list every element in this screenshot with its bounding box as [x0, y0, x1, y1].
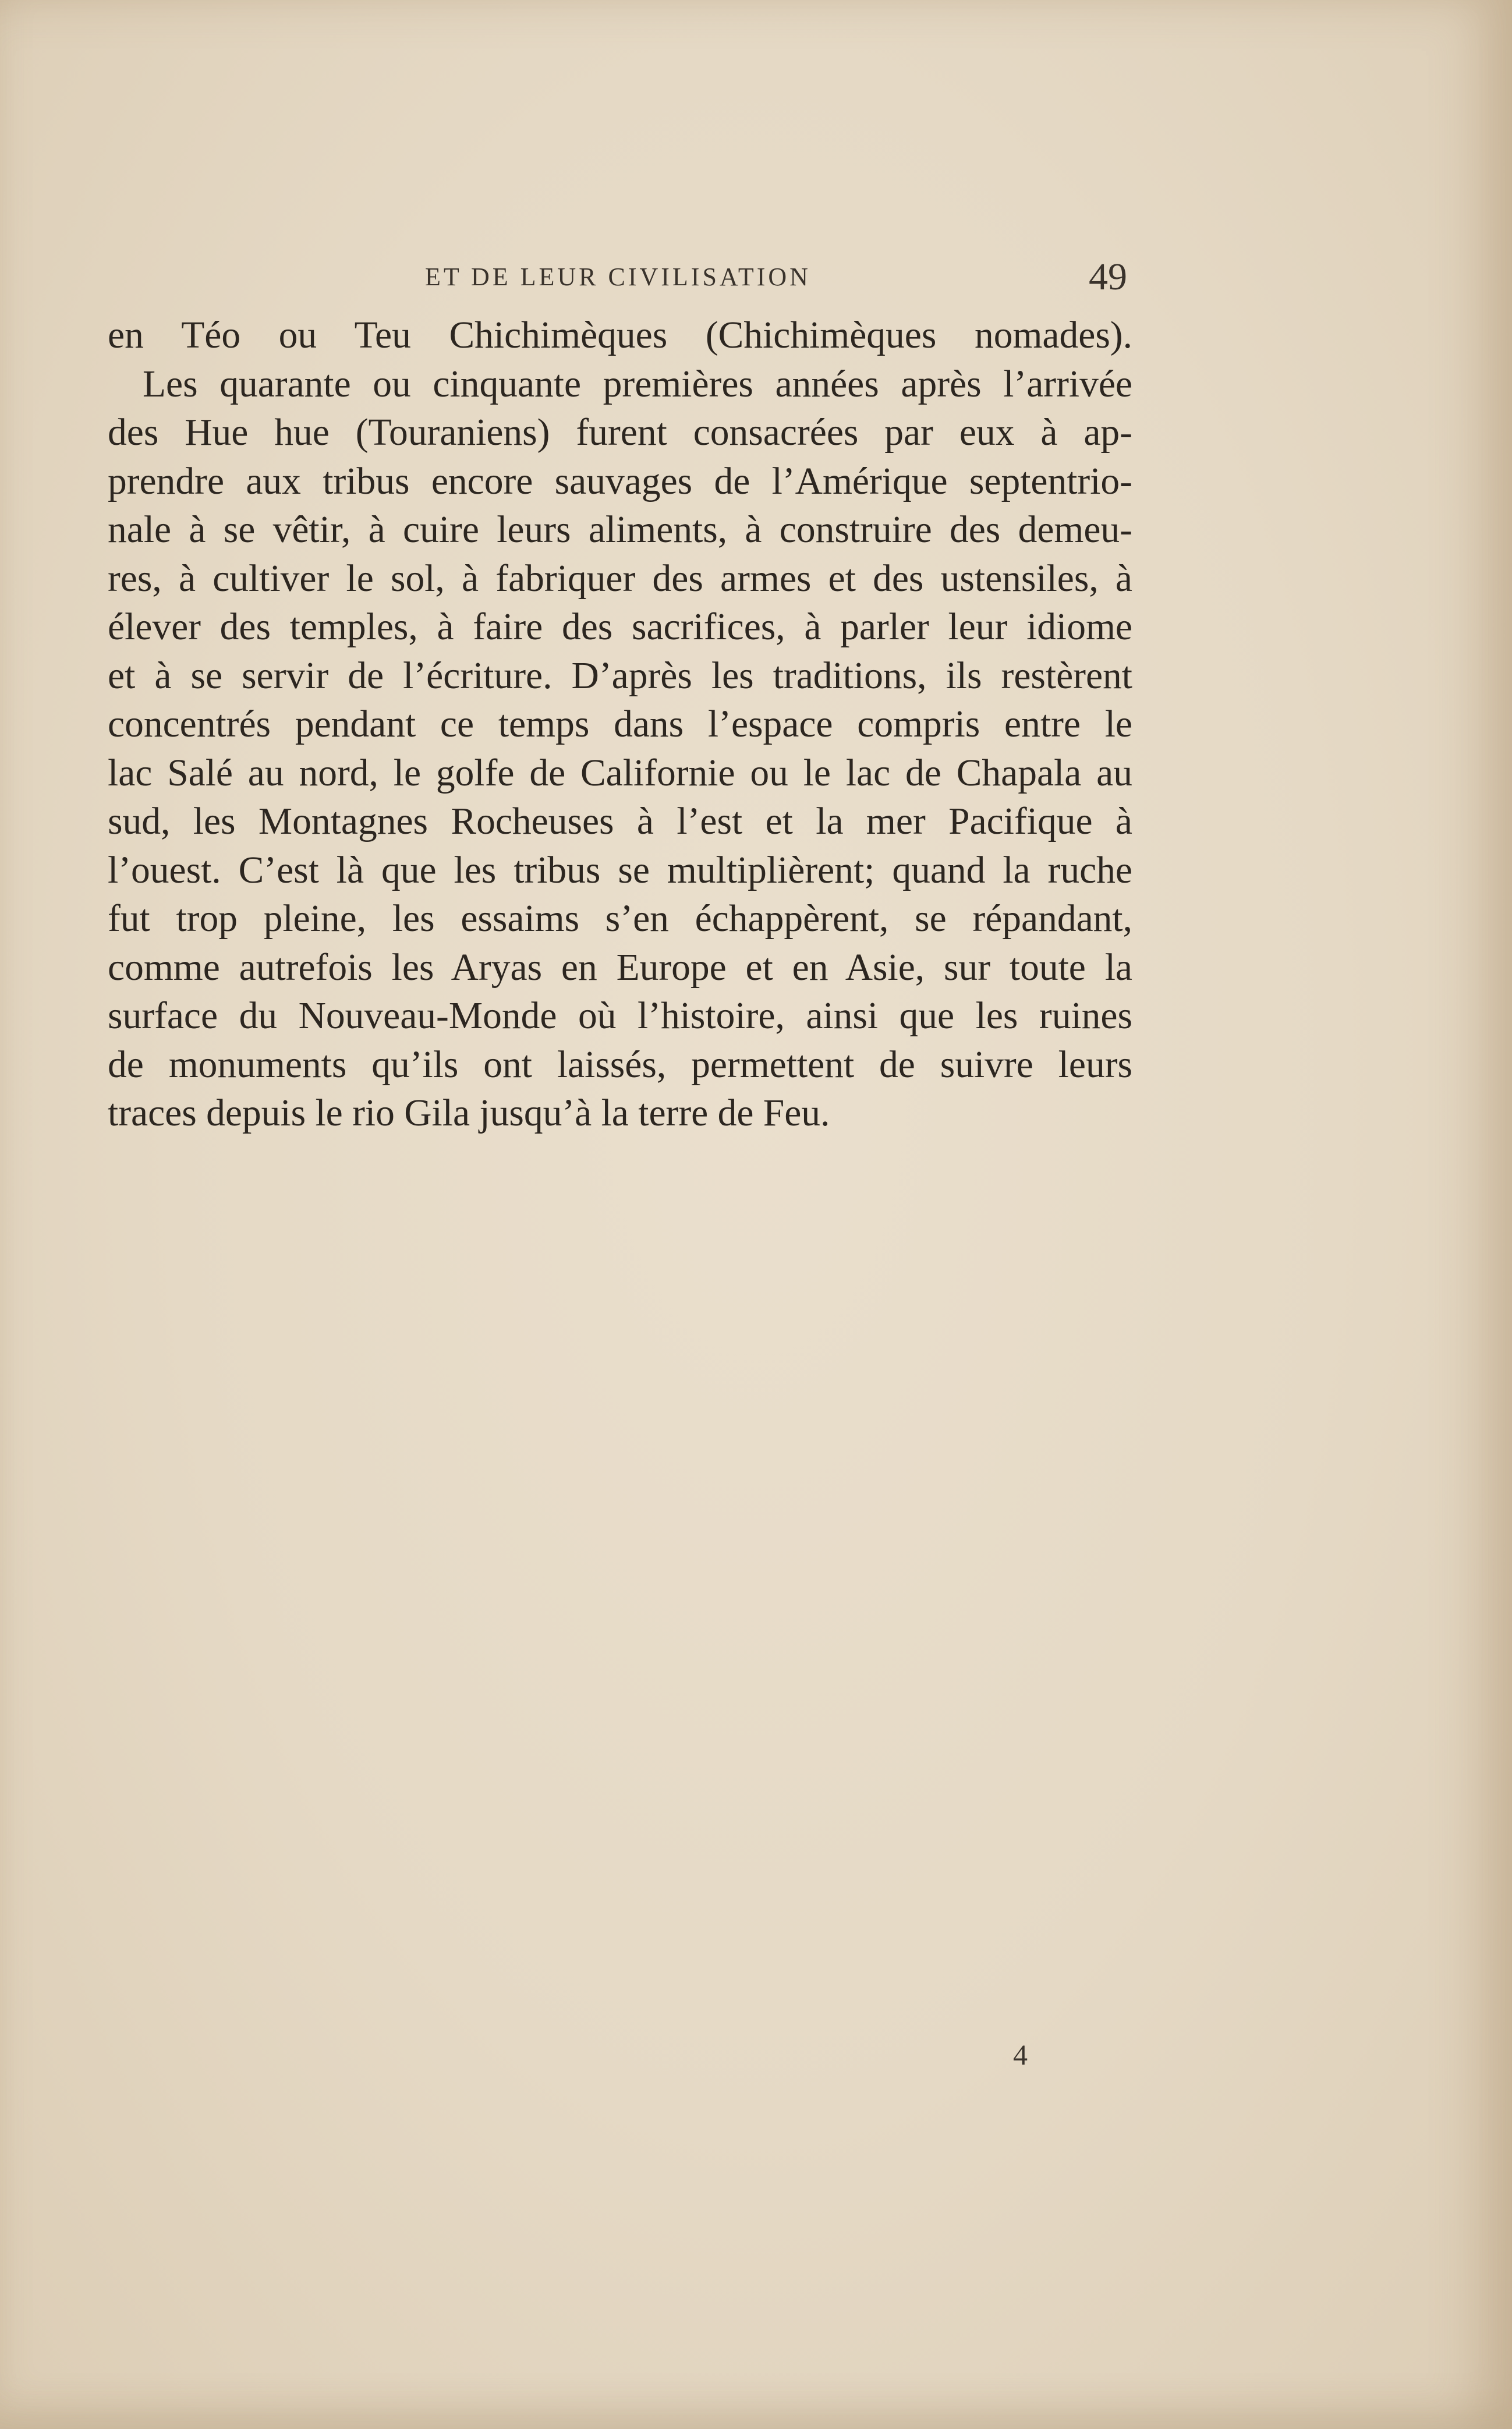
text-line: sud, les Montagnes Rocheuses à l’est et la mer Pacifique à — [108, 801, 1132, 842]
running-title: ET DE LEUR CIVILISATION — [425, 263, 811, 291]
body-text — [108, 311, 1132, 1138]
text-line: élever des temples, à faire des sacrifices, à parler leur idiome — [108, 606, 1132, 648]
text-line: res, à cultiver le sol, à fabriquer des armes et des ustensiles, à — [108, 557, 1132, 600]
text-line: comme autrefois les Aryas en Europe et en Asie, sur toute la — [108, 946, 1132, 989]
text-line: surface du Nouveau-Monde où l’histoire, ainsi que les ruines — [108, 995, 1132, 1037]
text-line: de monuments qu’ils ont laissés, permettent de suivre leurs — [108, 1043, 1132, 1086]
text-line: concentrés pendant ce temps dans l’espace compris entre le — [108, 703, 1132, 745]
text-line: lac Salé au nord, le golfe de Californie ou le lac de Chapala au — [108, 752, 1132, 794]
page-number: 49 — [1089, 256, 1127, 298]
text-line: des Hue hue (Touraniens) furent consacrées par eux à ap- — [108, 412, 1132, 454]
text-line: prendre aux tribus encore sauvages de l’Amérique septentrio- — [108, 460, 1132, 502]
text-line: nale à se vêtir, à cuire leurs aliments, à construire des demeu- — [108, 509, 1132, 551]
text-line: traces depuis le rio Gila jusqu’à la terre de Feu. — [108, 1092, 830, 1134]
text-line: l’ouest. C’est là que les tribus se multiplièrent; quand la ruche — [108, 849, 1132, 891]
text-line: et à se servir de l’écriture. D’après les traditions, ils restèrent — [108, 654, 1132, 697]
text-line: en Téo ou Teu Chichimèques (Chichimèques nomades). — [108, 314, 1132, 356]
text-line: fut trop pleine, les essaims s’en échappèrent, se répandant, — [108, 898, 1132, 940]
signature-mark: 4 — [1013, 2038, 1028, 2071]
text-line: Les quarante ou cinquante premières années après l’arrivée — [143, 363, 1132, 405]
